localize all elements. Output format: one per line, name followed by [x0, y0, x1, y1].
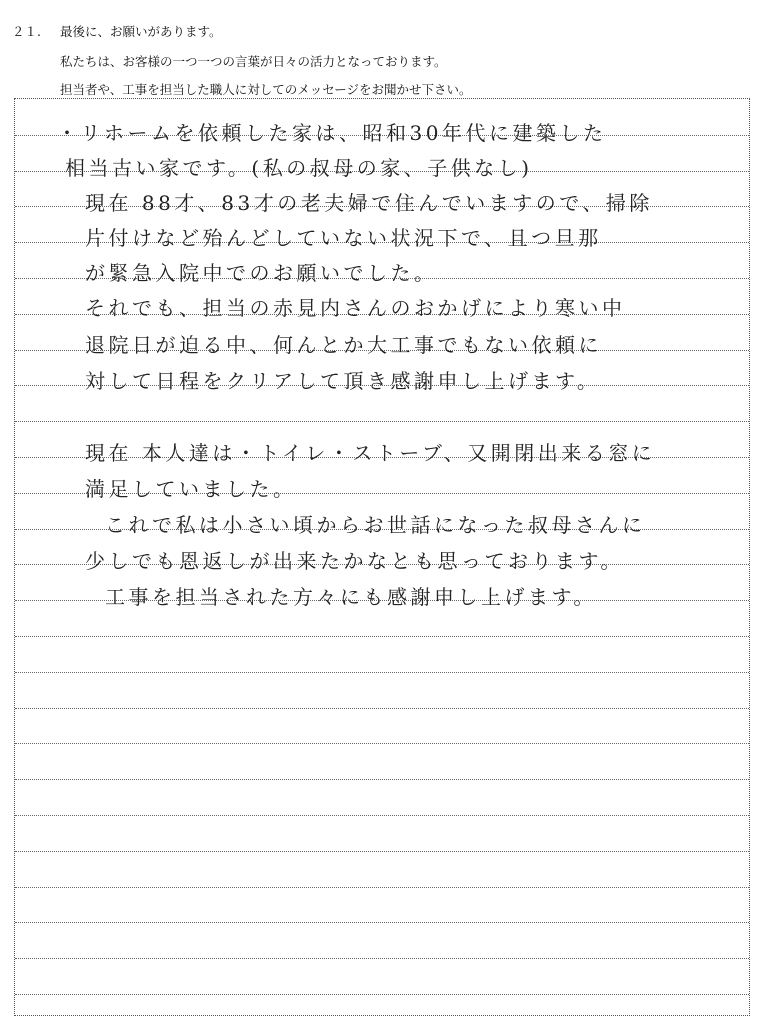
answer-box [14, 98, 750, 1016]
question-number: ２１. [12, 24, 41, 39]
response-line: ・リホームを依頼した家は、昭和30年代に建築した [57, 121, 607, 145]
response-line: 満足していました。 [85, 477, 297, 501]
response-line: 片付けなど殆んどしていない状況下で、且つ旦那 [85, 226, 602, 250]
response-line: 対して日程をクリアして頂き感謝申し上げます。 [85, 369, 601, 393]
question-description-line-2: 担当者や、工事を担当した職人に対してのメッセージをお聞かせ下さい。 [60, 82, 472, 97]
question-text: 最後に、お願いがあります。 [60, 24, 222, 39]
response-line: 退院日が迫る中、何んとか大工事でもない依頼に [85, 333, 602, 357]
response-line: が緊急入院中でのお願いでした。 [85, 261, 438, 285]
response-line: 現在 本人達は・トイレ・ストーブ、又開閉出来る窓に [85, 441, 656, 465]
response-line: 工事を担当された方々にも感謝申し上げます。 [105, 585, 597, 609]
question-description-line-1: 私たちは、お客様の一つ一つの言葉が日々の活力となっております。 [60, 54, 447, 69]
response-line: 相当古い家です。(私の叔母の家、子供なし) [65, 156, 533, 180]
response-line: 現在 88才、83才の老夫婦で住んでいますので、掃除 [85, 191, 653, 215]
handwritten-response [15, 99, 749, 1015]
response-line: それでも、担当の赤見内さんのおかげにより寒い中 [85, 296, 626, 320]
response-line: 少しでも恩返しが出来たかなとも思っております。 [85, 549, 624, 573]
response-line: これで私は小さい頃からお世話になった叔母さんに [105, 513, 646, 537]
